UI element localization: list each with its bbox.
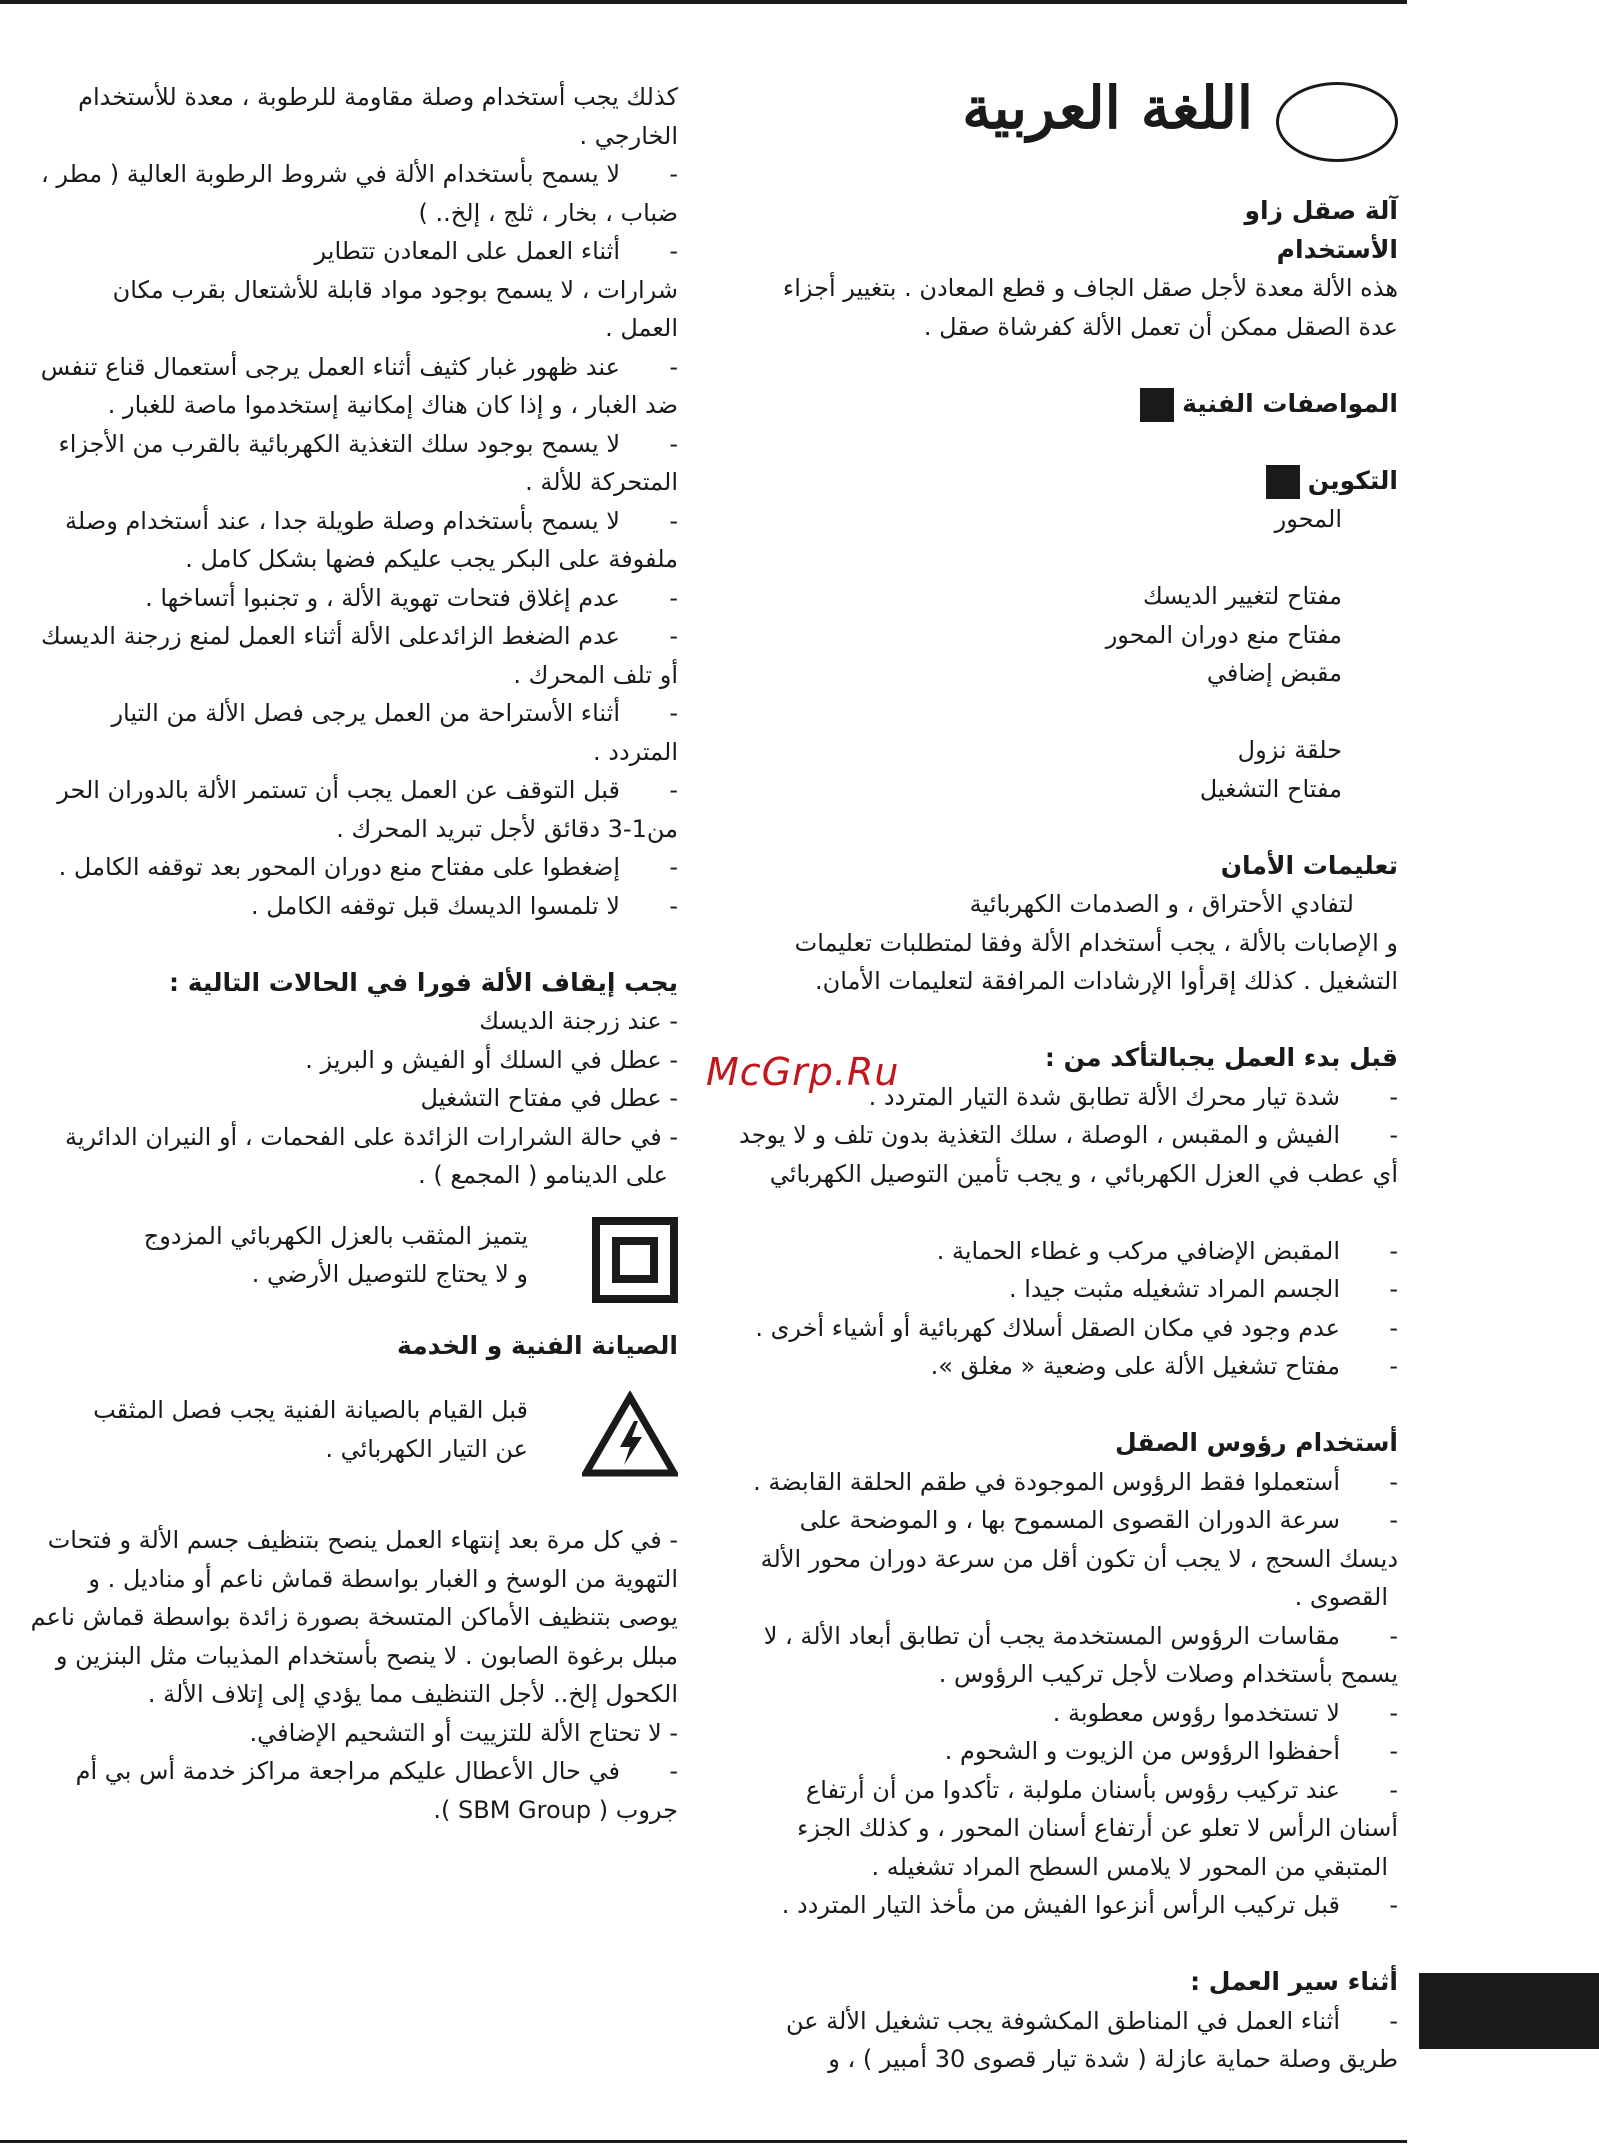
- no-lube-text: - لا تحتاج الألة للتزييت أو التشحيم الإضافي.: [249, 1718, 678, 1747]
- top-rule: [0, 0, 1407, 4]
- heads-item-2: - سرعة الدوران القصوى المسموح بها ، و الموضحة على: [799, 1506, 1398, 1534]
- bullet-10: - إضغطوا على مفتاح منع دوران المحور بعد توقفه الكامل .: [58, 853, 678, 881]
- before-item-4-text: الجسم المراد تشغيله مثبت جيدا .: [1008, 1275, 1340, 1303]
- bullet-9-text: قبل التوقف عن العمل يجب أن تستمر الألة بالدوران الحر: [57, 776, 620, 804]
- insulation-row: [14, 1217, 678, 1327]
- stop-item-2: - عطل في السلك أو الفيش و البريز .: [305, 1045, 678, 1074]
- bullet-11-text: لا تلمسوا الديسك قبل توقفه الكامل .: [251, 891, 620, 920]
- service-heading: الصيانة الفنية و الخدمة: [397, 1330, 678, 1360]
- insulation-text-2: و لا يحتاج للتوصيل الأرضي .: [251, 1260, 528, 1288]
- bullet-3-cont: ضد الغبار ، و إذا كان هناك إمكانية إستخدموا ماصة للغبار .: [107, 391, 678, 419]
- use-heading: الأستخدام: [1276, 234, 1398, 264]
- specs-marker-icon: [1140, 388, 1174, 422]
- before-item-6: - مفتاح تشغيل الألة على وضعية « مغلق ».: [930, 1352, 1398, 1380]
- during-item-1-text: أثناء العمل في المناطق المكشوفة يجب تشغيل الألة عن: [785, 2006, 1340, 2035]
- heads-item-6: - عند تركيب رؤوس بأسنان ملولبة ، تأكدوا من أن أرتفاع: [805, 1775, 1398, 1804]
- bullet-2-cont-1: شرارات ، لا يسمح بوجود مواد قابلة للأشتعال بقرب مكان: [112, 275, 678, 304]
- heads-item-6-text: عند تركيب رؤوس بأسنان ملولبة ، تأكدوا من أن أرتفاع: [805, 1775, 1340, 1804]
- cleaning-text-1: - في كل مرة بعد إنتهاء العمل ينصح بتنظيف جسم الألة و فتحات: [47, 1526, 678, 1554]
- heads-item-5-text: أحفظوا الرؤوس من الزيوت و الشحوم .: [944, 1737, 1340, 1765]
- intro-text-2: الخارجي .: [579, 121, 678, 150]
- page-side-tab: [1419, 1973, 1599, 2049]
- before-item-2: - الفيش و المقبس ، الوصلة ، سلك التغذية بدون تلف و لا يوجد: [739, 1121, 1398, 1149]
- bullet-8: - أثناء الأستراحة من العمل يرجى فصل الألة من التيار: [111, 699, 678, 727]
- fault-item-cont: جروب ( SBM Group ).: [433, 1795, 678, 1824]
- bullet-3: - عند ظهور غبار كثيف أثناء العمل يرجى أستعمال قناع تنفس: [40, 352, 678, 381]
- config-heading-text: التكوين: [1307, 465, 1398, 495]
- bullet-4-cont: المتحركة للألة .: [525, 468, 678, 496]
- heads-item-1-text: أستعملوا فقط الرؤوس الموجودة في طقم الحلقة القابضة .: [753, 1467, 1340, 1496]
- heads-item-3: - مقاسات الرؤوس المستخدمة يجب أن تطابق أبعاد الألة ، لا: [763, 1621, 1398, 1650]
- before-item-6-text: مفتاح تشغيل الألة على وضعية « مغلق ».: [930, 1352, 1340, 1380]
- during-item-1: - أثناء العمل في المناطق المكشوفة يجب تشغيل الألة عن: [785, 2006, 1398, 2035]
- safety-text-1: لتفادي الأحتراق ، و الصدمات الكهربائية: [969, 890, 1354, 918]
- before-item-2-cont: أي عطب في العزل الكهربائي ، و يجب تأمين التوصيل الكهربائي: [769, 1159, 1398, 1188]
- cleaning-text-2: التهوية من الوسخ و الغبار بواسطة قماش ناعم أو مناديل . و: [88, 1564, 678, 1593]
- spec-lock-key: مفتاح منع دوران المحور: [1105, 620, 1342, 649]
- left-column: [14, 78, 678, 1829]
- heads-item-5: - أحفظوا الرؤوس من الزيوت و الشحوم .: [944, 1737, 1398, 1765]
- bullet-10-text: إضغطوا على مفتاح منع دوران المحور بعد توقفه الكامل .: [58, 853, 620, 881]
- stop-heading: يجب إيقاف الألة فورا في الحالات التالية :: [169, 967, 678, 997]
- specs-heading: [726, 385, 1398, 424]
- bullet-6-text: عدم إغلاق فتحات تهوية الألة ، و تجنبوا أتساخها .: [145, 583, 620, 612]
- page-title: اللغة العربية: [962, 74, 1253, 142]
- heads-heading: أستخدام رؤوس الصقل: [1115, 1428, 1398, 1457]
- before-item-1-text: شدة تيار محرك الألة تطابق شدة التيار المتردد .: [868, 1082, 1340, 1111]
- bullet-1-cont: ضباب ، بخار ، ثلج ، إلخ.. ): [418, 198, 678, 227]
- before-item-5: - عدم وجود في مكان الصقل أسلاك كهربائية أو أشياء أخرى .: [755, 1313, 1398, 1342]
- heads-item-2-cont-1: ديسك السحج ، لا يجب أن تكون أقل من سرعة دوران محور الألة: [760, 1544, 1398, 1573]
- before-item-1: - شدة تيار محرك الألة تطابق شدة التيار المتردد .: [868, 1082, 1398, 1111]
- cleaning-text-5: الكحول إلخ.. لأجل التنظيف مما يؤدي إلى إتلاف الألة .: [147, 1680, 678, 1708]
- config-heading: [726, 462, 1398, 501]
- bullet-1-text: لا يسمح بأستخدام الألة في شروط الرطوبة العالية ( مطر ،: [41, 160, 620, 188]
- spec-switch: مفتاح التشغيل: [1199, 774, 1342, 803]
- warning-text-1: قبل القيام بالصيانة الفنية يجب فصل المثقب: [93, 1396, 528, 1424]
- language-oval-icon: [1276, 82, 1398, 162]
- safety-text-2: و الإصابات بالألة ، يجب أستخدام الألة وفقا لمتطلبات تعليمات: [794, 928, 1398, 957]
- stop-item-4: - في حالة الشرارات الزائدة على الفحمات ، أو النيران الدائرية: [64, 1122, 678, 1151]
- heads-item-7-text: قبل تركيب الرأس أنزعوا الفيش من مأخذ التيار المتردد .: [781, 1891, 1340, 1919]
- title-area: [726, 74, 1398, 192]
- during-item-1-cont: طريق وصلة حماية عازلة ( شدة تيار قصوى 30 أمبير ) ، و: [828, 2045, 1398, 2073]
- bullet-11: - لا تلمسوا الديسك قبل توقفه الكامل .: [251, 891, 678, 920]
- heads-item-6-cont-1: أسنان الرأس لا تعلو عن أرتفاع أسنان المحور ، و كذلك الجزء: [797, 1814, 1398, 1842]
- cleaning-text-3: يوصى بتنظيف الأماكن المتسخة بصورة زائدة بواسطة قماش ناعم: [30, 1603, 678, 1631]
- electric-hazard-icon: [582, 1391, 678, 1477]
- spec-disc-key: مفتاح لتغيير الديسك: [1142, 582, 1342, 610]
- before-item-5-text: عدم وجود في مكان الصقل أسلاك كهربائية أو أشياء أخرى .: [755, 1313, 1340, 1342]
- bullet-2: - أثناء العمل على المعادن تتطاير: [314, 237, 678, 265]
- bullet-2-cont-2: العمل .: [605, 314, 678, 342]
- spec-ring: حلقة نزول: [1237, 736, 1342, 764]
- before-item-3: - المقبض الإضافي مركب و غطاء الحماية .: [936, 1236, 1398, 1265]
- use-text-2: عدة الصقل ممكن أن تعمل الألة كفرشاة صقل .: [923, 312, 1398, 341]
- before-item-3-text: المقبض الإضافي مركب و غطاء الحماية .: [936, 1236, 1340, 1265]
- heads-item-3-cont: يسمح بأستخدام وصلات لأجل تركيب الرؤوس .: [938, 1660, 1398, 1688]
- spec-aux-handle: مقبض إضافي: [1206, 659, 1342, 687]
- during-heading: أثناء سير العمل :: [1190, 1967, 1398, 1996]
- heads-item-4-text: لا تستخدموا رؤوس معطوبة .: [1052, 1698, 1340, 1727]
- bullet-3-text: عند ظهور غبار كثيف أثناء العمل يرجى أستعمال قناع تنفس: [40, 352, 620, 381]
- bullet-5-text: لا يسمح بأستخدام وصلة طويلة جدا ، عند أستخدام وصلة: [65, 506, 620, 535]
- bullet-7-text: عدم الضغط الزائدعلى الألة أثناء العمل لمنع زرجنة الديسك: [41, 622, 620, 650]
- heads-item-2-text: سرعة الدوران القصوى المسموح بها ، و الموضحة على: [799, 1506, 1340, 1534]
- before-item-4: - الجسم المراد تشغيله مثبت جيدا .: [1008, 1275, 1398, 1303]
- safety-text-3: التشغيل . كذلك إقرأوا الإرشادات المرافقة لتعليمات الأمان.: [815, 967, 1398, 995]
- use-text-1: هذه الألة معدة لأجل صقل الجاف و قطع المعادن . بتغيير أجزاء: [782, 274, 1398, 302]
- heads-item-4: - لا تستخدموا رؤوس معطوبة .: [1052, 1698, 1398, 1727]
- bullet-4: - لا يسمح بوجود سلك التغذية الكهربائية بالقرب من الأجزاء: [58, 429, 678, 458]
- bullet-9-cont: من1-3 دقائق لأجل تبريد المحرك .: [336, 814, 678, 843]
- safety-heading: تعليمات الأمان: [1220, 850, 1398, 880]
- bullet-7-cont: أو تلف المحرك .: [513, 660, 678, 689]
- fault-item: - في حال الأعطال عليكم مراجعة مراكز خدمة أس بي أم: [75, 1757, 678, 1785]
- watermark: McGrp.Ru: [706, 1050, 900, 1094]
- stop-item-4-cont: على الدينامو ( المجمع ) .: [418, 1161, 668, 1189]
- device-name: آلة صقل زاو: [1244, 196, 1398, 225]
- bullet-2-text: أثناء العمل على المعادن تتطاير: [314, 237, 620, 265]
- bottom-rule: [0, 2140, 1407, 2143]
- config-marker-icon: [1266, 465, 1300, 499]
- cleaning-text-4: مبلل برغوة الصابون . لا ينصح بأستخدام المذيبات مثل البنزين و: [55, 1641, 678, 1670]
- heads-item-6-cont-2: المتبقي من المحور لا يلامس السطح المراد تشغيله .: [871, 1852, 1388, 1881]
- warning-row: [14, 1391, 678, 1501]
- heads-item-2-cont-2: القصوى .: [1294, 1583, 1388, 1611]
- spec-shaft: المحور: [1274, 505, 1342, 533]
- heads-item-3-text: مقاسات الرؤوس المستخدمة يجب أن تطابق أبعاد الألة ، لا: [763, 1621, 1340, 1650]
- double-insulation-icon: [592, 1217, 678, 1303]
- bullet-6: - عدم إغلاق فتحات تهوية الألة ، و تجنبوا أتساخها .: [145, 583, 678, 612]
- bullet-5-cont: ملفوفة على البكر يجب عليكم فضها بشكل كامل .: [185, 545, 678, 573]
- heads-item-1: - أستعملوا فقط الرؤوس الموجودة في طقم الحلقة القابضة .: [753, 1467, 1398, 1496]
- insulation-text-1: يتميز المثقب بالعزل الكهربائي المزدوج: [143, 1221, 528, 1250]
- intro-text-1: كذلك يجب أستخدام وصلة مقاومة للرطوبة ، معدة للأستخدام: [78, 83, 678, 111]
- heads-item-7: - قبل تركيب الرأس أنزعوا الفيش من مأخذ التيار المتردد .: [781, 1891, 1398, 1919]
- bullet-8-cont: المتردد .: [593, 737, 678, 766]
- bullet-8-text: أثناء الأستراحة من العمل يرجى فصل الألة من التيار: [111, 699, 620, 727]
- before-item-2-text: الفيش و المقبس ، الوصلة ، سلك التغذية بدون تلف و لا يوجد: [739, 1121, 1340, 1149]
- bullet-1: - لا يسمح بأستخدام الألة في شروط الرطوبة العالية ( مطر ،: [41, 160, 678, 188]
- bullet-7: - عدم الضغط الزائدعلى الألة أثناء العمل لمنع زرجنة الديسك: [41, 622, 678, 650]
- stop-item-1: - عند زرجنة الديسك: [479, 1007, 678, 1035]
- bullet-5: - لا يسمح بأستخدام وصلة طويلة جدا ، عند أستخدام وصلة: [65, 506, 678, 535]
- stop-item-3: - عطل في مفتاح التشغيل: [420, 1084, 678, 1112]
- specs-heading-text: المواصفات الفنية: [1182, 388, 1398, 418]
- warning-text-2: عن التيار الكهربائي .: [325, 1434, 528, 1463]
- bullet-9: - قبل التوقف عن العمل يجب أن تستمر الألة بالدوران الحر: [57, 776, 678, 804]
- fault-item-text: في حال الأعطال عليكم مراجعة مراكز خدمة أس بي أم: [75, 1757, 620, 1785]
- bullet-4-text: لا يسمح بوجود سلك التغذية الكهربائية بالقرب من الأجزاء: [58, 429, 620, 458]
- before-heading: قبل بدء العمل يجبالتأكد من :: [1044, 1043, 1398, 1072]
